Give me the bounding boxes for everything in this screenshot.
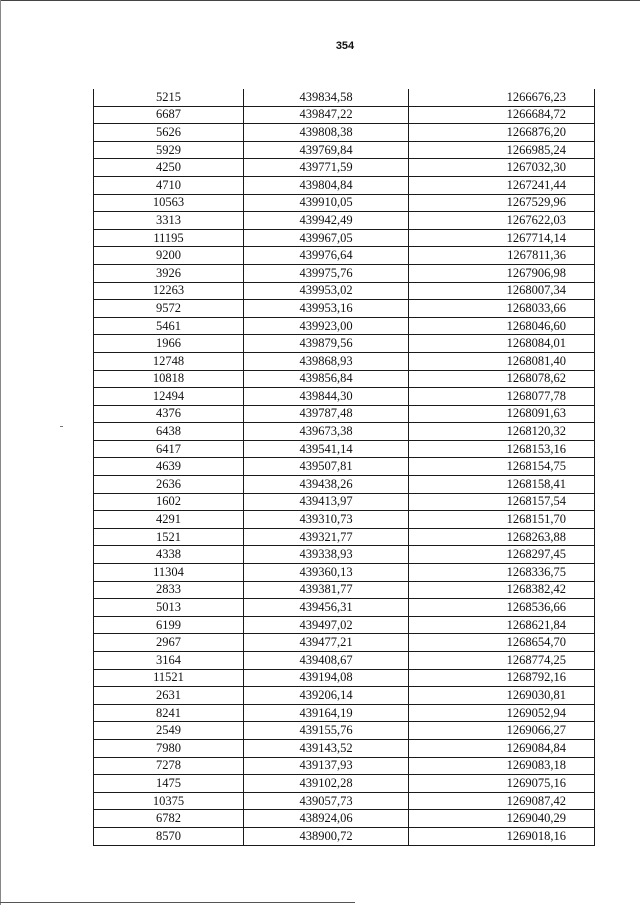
table-row	[94, 440, 595, 458]
point-number-cell: 4376	[94, 405, 244, 423]
point-number-cell: 7278	[94, 757, 244, 775]
table-row	[94, 212, 595, 230]
y-coordinate-cell: 1268536,66	[409, 599, 595, 617]
point-number-cell: 10375	[94, 792, 244, 810]
point-number-cell: 1475	[94, 775, 244, 793]
y-coordinate-cell: 1268297,45	[409, 546, 595, 564]
x-coordinate-cell: 439923,00	[244, 317, 409, 335]
table-row	[94, 669, 595, 687]
y-coordinate-cell: 1268033,66	[409, 300, 595, 318]
y-coordinate-cell: 1266684,72	[409, 106, 595, 124]
point-number-cell: 6782	[94, 810, 244, 828]
table-row	[94, 335, 595, 353]
table-row	[94, 704, 595, 722]
x-coordinate-cell: 439477,21	[244, 634, 409, 652]
y-coordinate-cell: 1266676,23	[409, 89, 595, 106]
table-row	[94, 89, 595, 106]
y-coordinate-cell: 1268120,32	[409, 423, 595, 441]
x-coordinate-cell: 439321,77	[244, 528, 409, 546]
point-number-cell: 10563	[94, 194, 244, 212]
table-row	[94, 528, 595, 546]
table-row	[94, 827, 595, 845]
x-coordinate-cell: 439942,49	[244, 212, 409, 230]
x-coordinate-cell: 439953,02	[244, 282, 409, 300]
point-number-cell: 3313	[94, 212, 244, 230]
x-coordinate-cell: 439868,93	[244, 352, 409, 370]
point-number-cell: 3926	[94, 264, 244, 282]
table-row	[94, 370, 595, 388]
y-coordinate-cell: 1268151,70	[409, 511, 595, 529]
point-number-cell: 5626	[94, 124, 244, 142]
y-coordinate-cell: 1269083,18	[409, 757, 595, 775]
y-coordinate-cell: 1269066,27	[409, 722, 595, 740]
table-row	[94, 317, 595, 335]
y-coordinate-cell: 1268336,75	[409, 564, 595, 582]
y-coordinate-cell: 1268157,54	[409, 493, 595, 511]
x-coordinate-cell: 439310,73	[244, 511, 409, 529]
y-coordinate-cell: 1269018,16	[409, 827, 595, 845]
point-number-cell: 5461	[94, 317, 244, 335]
table-row	[94, 792, 595, 810]
y-coordinate-cell: 1269052,94	[409, 704, 595, 722]
x-coordinate-cell: 439408,67	[244, 652, 409, 670]
table-row	[94, 581, 595, 599]
x-coordinate-cell: 439137,93	[244, 757, 409, 775]
x-coordinate-cell: 439910,05	[244, 194, 409, 212]
y-coordinate-cell: 1268792,16	[409, 669, 595, 687]
x-coordinate-cell: 439953,16	[244, 300, 409, 318]
y-coordinate-cell: 1268382,42	[409, 581, 595, 599]
y-coordinate-cell: 1266876,20	[409, 124, 595, 142]
x-coordinate-cell: 439057,73	[244, 792, 409, 810]
point-number-cell: 9200	[94, 247, 244, 265]
x-coordinate-cell: 439879,56	[244, 335, 409, 353]
x-coordinate-cell: 439507,81	[244, 458, 409, 476]
point-number-cell: 2833	[94, 581, 244, 599]
x-coordinate-cell: 439976,64	[244, 247, 409, 265]
table-row	[94, 652, 595, 670]
point-number-cell: 8241	[94, 704, 244, 722]
table-row	[94, 546, 595, 564]
point-number-cell: 3164	[94, 652, 244, 670]
x-coordinate-cell: 439834,58	[244, 89, 409, 106]
point-number-cell: 4291	[94, 511, 244, 529]
y-coordinate-cell: 1268081,40	[409, 352, 595, 370]
y-coordinate-cell: 1268084,01	[409, 335, 595, 353]
table-row	[94, 722, 595, 740]
x-coordinate-cell: 438924,06	[244, 810, 409, 828]
point-number-cell: 5013	[94, 599, 244, 617]
table-row	[94, 775, 595, 793]
x-coordinate-cell: 439338,93	[244, 546, 409, 564]
table-row	[94, 634, 595, 652]
point-number-cell: 12263	[94, 282, 244, 300]
y-coordinate-cell: 1267906,98	[409, 264, 595, 282]
point-number-cell: 4639	[94, 458, 244, 476]
table-row	[94, 264, 595, 282]
y-coordinate-cell: 1267241,44	[409, 176, 595, 194]
x-coordinate-cell: 439438,26	[244, 476, 409, 494]
page-number: 354	[335, 40, 355, 52]
page-edge-left	[0, 0, 1, 905]
x-coordinate-cell: 439497,02	[244, 616, 409, 634]
point-number-cell: 1521	[94, 528, 244, 546]
point-number-cell: 1602	[94, 493, 244, 511]
y-coordinate-cell: 1268621,84	[409, 616, 595, 634]
table-row	[94, 352, 595, 370]
point-number-cell: 10818	[94, 370, 244, 388]
scan-speck	[60, 426, 63, 427]
table-row	[94, 616, 595, 634]
table-row	[94, 810, 595, 828]
point-number-cell: 1966	[94, 335, 244, 353]
table-row	[94, 687, 595, 705]
page-edge-top	[0, 0, 640, 1]
y-coordinate-cell: 1268077,78	[409, 388, 595, 406]
x-coordinate-cell: 439844,30	[244, 388, 409, 406]
point-number-cell: 5929	[94, 141, 244, 159]
x-coordinate-cell: 439975,76	[244, 264, 409, 282]
y-coordinate-cell: 1269084,84	[409, 739, 595, 757]
x-coordinate-cell: 439771,59	[244, 159, 409, 177]
point-number-cell: 7980	[94, 739, 244, 757]
y-coordinate-cell: 1268158,41	[409, 476, 595, 494]
point-number-cell: 12494	[94, 388, 244, 406]
point-number-cell: 11195	[94, 229, 244, 247]
table-row	[94, 194, 595, 212]
point-number-cell: 2631	[94, 687, 244, 705]
table-row	[94, 476, 595, 494]
table-row	[94, 176, 595, 194]
point-number-cell: 5215	[94, 89, 244, 106]
table-row	[94, 124, 595, 142]
y-coordinate-cell: 1268046,60	[409, 317, 595, 335]
x-coordinate-cell: 439804,84	[244, 176, 409, 194]
x-coordinate-cell: 439102,28	[244, 775, 409, 793]
x-coordinate-cell: 438900,72	[244, 827, 409, 845]
x-coordinate-cell: 439413,97	[244, 493, 409, 511]
y-coordinate-cell: 1267529,96	[409, 194, 595, 212]
x-coordinate-cell: 439164,19	[244, 704, 409, 722]
table-row	[94, 757, 595, 775]
point-number-cell: 6438	[94, 423, 244, 441]
point-number-cell: 4250	[94, 159, 244, 177]
y-coordinate-cell: 1268078,62	[409, 370, 595, 388]
y-coordinate-cell: 1268263,88	[409, 528, 595, 546]
table-row	[94, 739, 595, 757]
table-row	[94, 300, 595, 318]
page-edge-bottom	[0, 902, 355, 903]
point-number-cell: 6417	[94, 440, 244, 458]
y-coordinate-cell: 1268654,70	[409, 634, 595, 652]
point-number-cell: 6199	[94, 616, 244, 634]
table-row	[94, 423, 595, 441]
point-number-cell: 4710	[94, 176, 244, 194]
x-coordinate-cell: 439856,84	[244, 370, 409, 388]
x-coordinate-cell: 439206,14	[244, 687, 409, 705]
x-coordinate-cell: 439808,38	[244, 124, 409, 142]
y-coordinate-cell: 1268154,75	[409, 458, 595, 476]
y-coordinate-cell: 1267811,36	[409, 247, 595, 265]
x-coordinate-cell: 439381,77	[244, 581, 409, 599]
x-coordinate-cell: 439155,76	[244, 722, 409, 740]
x-coordinate-cell: 439769,84	[244, 141, 409, 159]
x-coordinate-cell: 439456,31	[244, 599, 409, 617]
y-coordinate-cell: 1268007,34	[409, 282, 595, 300]
y-coordinate-cell: 1269075,16	[409, 775, 595, 793]
table-row	[94, 493, 595, 511]
point-number-cell: 11521	[94, 669, 244, 687]
table-row	[94, 229, 595, 247]
point-number-cell: 11304	[94, 564, 244, 582]
x-coordinate-cell: 439967,05	[244, 229, 409, 247]
x-coordinate-cell: 439787,48	[244, 405, 409, 423]
x-coordinate-cell: 439194,08	[244, 669, 409, 687]
table-row	[94, 405, 595, 423]
table-row	[94, 458, 595, 476]
table-row	[94, 511, 595, 529]
point-number-cell: 12748	[94, 352, 244, 370]
point-number-cell: 6687	[94, 106, 244, 124]
table-body	[94, 89, 595, 845]
y-coordinate-cell: 1268091,63	[409, 405, 595, 423]
y-coordinate-cell: 1267622,03	[409, 212, 595, 230]
y-coordinate-cell: 1269030,81	[409, 687, 595, 705]
y-coordinate-cell: 1269040,29	[409, 810, 595, 828]
point-number-cell: 2636	[94, 476, 244, 494]
x-coordinate-cell: 439541,14	[244, 440, 409, 458]
point-number-cell: 8570	[94, 827, 244, 845]
point-number-cell: 4338	[94, 546, 244, 564]
table-row	[94, 141, 595, 159]
y-coordinate-cell: 1266985,24	[409, 141, 595, 159]
table-row	[94, 282, 595, 300]
x-coordinate-cell: 439673,38	[244, 423, 409, 441]
x-coordinate-cell: 439847,22	[244, 106, 409, 124]
point-number-cell: 2967	[94, 634, 244, 652]
table-row	[94, 159, 595, 177]
y-coordinate-cell: 1268153,16	[409, 440, 595, 458]
table-row	[94, 599, 595, 617]
y-coordinate-cell: 1267032,30	[409, 159, 595, 177]
x-coordinate-cell: 439143,52	[244, 739, 409, 757]
y-coordinate-cell: 1268774,25	[409, 652, 595, 670]
x-coordinate-cell: 439360,13	[244, 564, 409, 582]
y-coordinate-cell: 1267714,14	[409, 229, 595, 247]
table-row	[94, 247, 595, 265]
table-row	[94, 388, 595, 406]
point-number-cell: 2549	[94, 722, 244, 740]
table-row	[94, 106, 595, 124]
coordinates-table	[93, 89, 595, 846]
y-coordinate-cell: 1269087,42	[409, 792, 595, 810]
table-row	[94, 564, 595, 582]
point-number-cell: 9572	[94, 300, 244, 318]
